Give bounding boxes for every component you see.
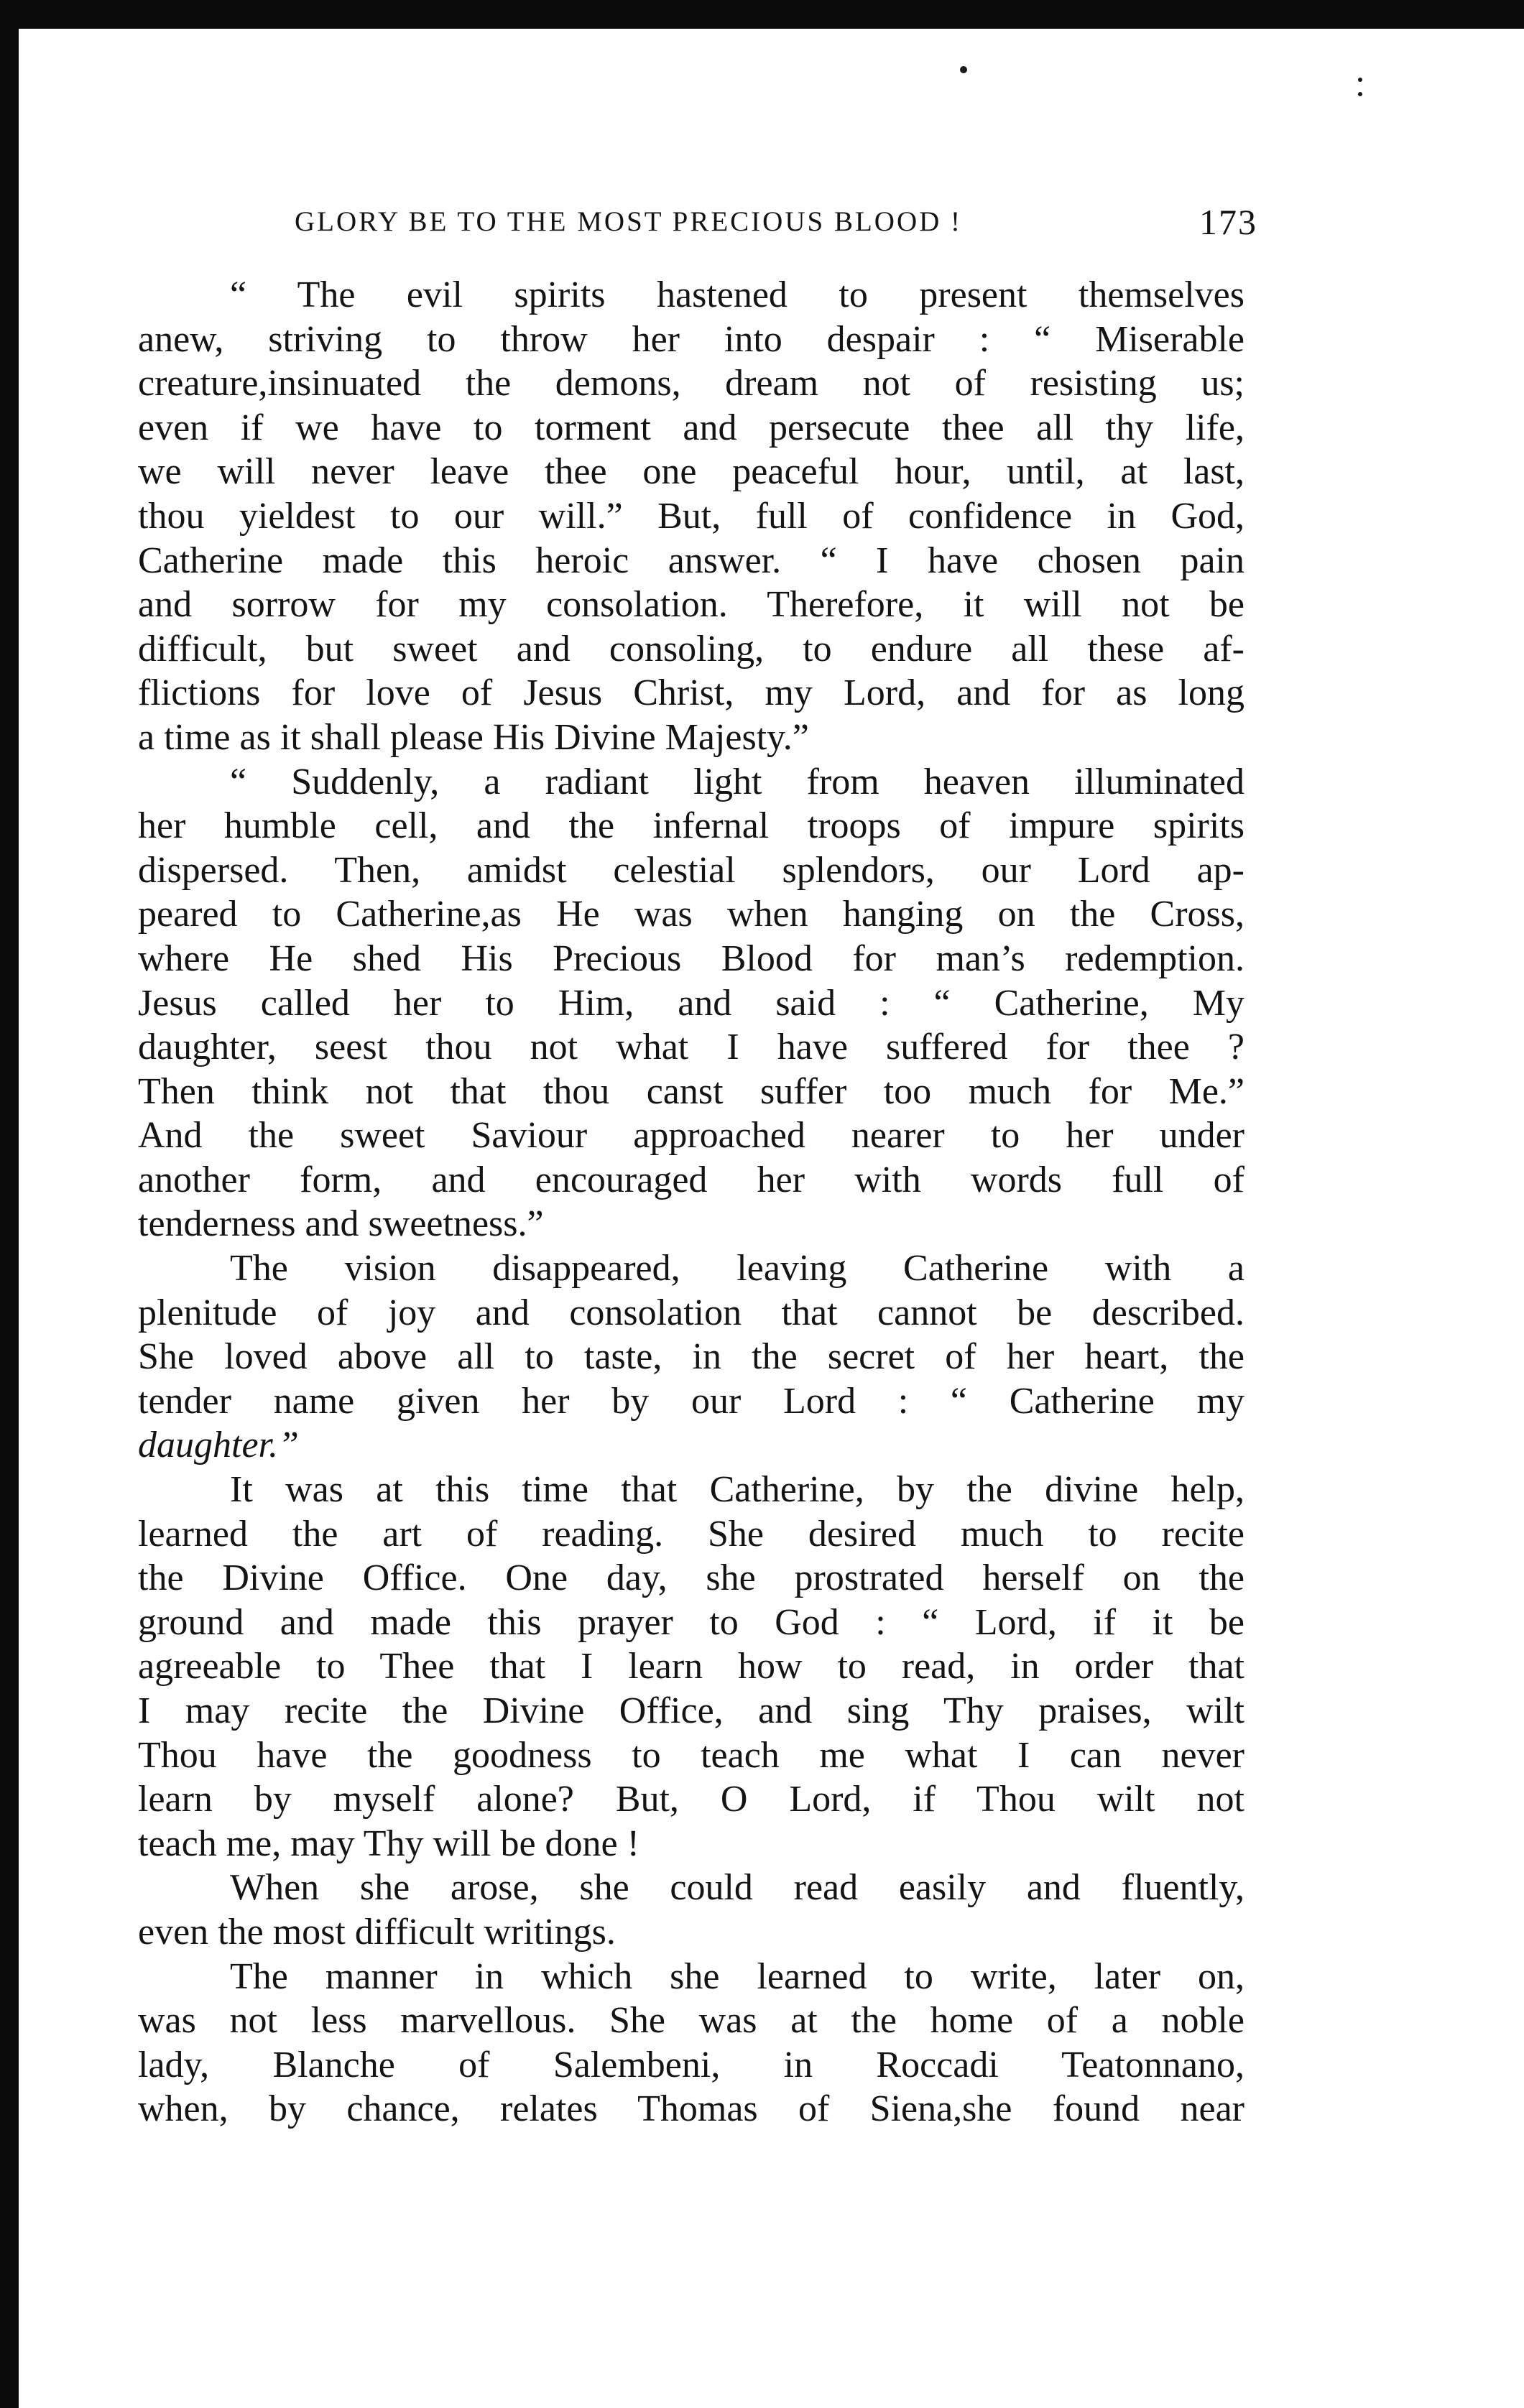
text-line: learned the art of reading. She desired much to recite: [138, 1513, 1244, 1555]
page-number: 173: [1199, 202, 1257, 242]
text-line: was not less marvellous. She was at the home of a noble: [138, 2000, 1244, 2042]
text-line: The manner in which she learned to write, later on,: [230, 1955, 1244, 1997]
text-line: ground and made this prayer to God : “ Lord, if it be: [138, 1601, 1244, 1643]
text-line: anew, striving to throw her into despair : “ Miserable: [138, 318, 1244, 360]
page-header: [295, 202, 1257, 249]
text-line: another form, and encouraged her with words full of: [138, 1159, 1244, 1200]
text-line: flictions for love of Jesus Christ, my Lord, and for as long: [138, 672, 1244, 714]
body-text: [138, 273, 1244, 2131]
text-line: tender name given her by our Lord : “ Catherine my: [138, 1380, 1244, 1422]
text-line: dispersed. Then, amidst celestial splendors, our Lord ap-: [138, 849, 1244, 891]
text-line: “ The evil spirits hastened to present themselves: [230, 274, 1244, 315]
text-line: when, by chance, relates Thomas of Siena,she found near: [138, 2088, 1244, 2130]
text-line: thou yieldest to our will.” But, full of confidence in God,: [138, 495, 1244, 537]
text-line: agreeable to Thee that I learn how to read, in order that: [138, 1646, 1244, 1687]
scan-speck: [1358, 92, 1362, 96]
scan-border-left: [0, 0, 19, 2408]
text-line: Then think not that thou canst suffer too much for Me.”: [138, 1070, 1244, 1112]
scan-border-top: [0, 0, 1524, 29]
text-line: “ Suddenly, a radiant light from heaven illuminated: [230, 761, 1244, 802]
text-line: It was at this time that Catherine, by the divine help,: [230, 1469, 1244, 1511]
text-line: learn by myself alone? But, O Lord, if Thou wilt not: [138, 1779, 1244, 1820]
text-line: difficult, but sweet and consoling, to endure all these af-: [138, 628, 1244, 670]
text-line: When she arose, she could read easily and fluently,: [230, 1867, 1244, 1909]
text-line: even the most difficult writings.: [138, 1911, 616, 1953]
text-line: The vision disappeared, leaving Catherine with a: [230, 1248, 1244, 1289]
text-line: even if we have to torment and persecute thee all thy life,: [138, 407, 1244, 448]
text-line: teach me, may Thy will be done !: [138, 1823, 639, 1864]
text-line: her humble cell, and the infernal troops of impure spirits: [138, 805, 1244, 847]
text-line: She loved above all to taste, in the secret of her heart, the: [138, 1336, 1244, 1378]
text-line: the Divine Office. One day, she prostrated herself on the: [138, 1557, 1244, 1599]
text-line: creature,insinuated the demons, dream not of resisting us;: [138, 363, 1244, 404]
text-line: peared to Catherine,as He was when hanging on the Cross,: [138, 894, 1244, 935]
text-line: a time as it shall please His Divine Majesty.”: [138, 716, 809, 758]
text-line: And the sweet Saviour approached nearer to her under: [138, 1115, 1244, 1157]
text-line: tenderness and sweetness.”: [138, 1203, 544, 1245]
text-line: lady, Blanche of Salembeni, in Roccadi Teatonnano,: [138, 2044, 1244, 2085]
scan-speck: [1358, 78, 1362, 82]
text-line: plenitude of joy and consolation that cannot be described.: [138, 1292, 1244, 1333]
text-line: Catherine made this heroic answer. “ I have chosen pain: [138, 540, 1244, 581]
text-line: we will never leave thee one peaceful hour, until, at last,: [138, 451, 1244, 493]
scan-speck: [960, 66, 967, 73]
text-line: and sorrow for my consolation. Therefore, it will not be: [138, 584, 1244, 626]
text-line: daughter.”: [138, 1425, 299, 1466]
text-line: Jesus called her to Him, and said : “ Catherine, My: [138, 982, 1244, 1024]
text-line: daughter, seest thou not what I have suffered for thee ?: [138, 1027, 1244, 1068]
text-line: I may recite the Divine Office, and sing Thy praises, wilt: [138, 1690, 1244, 1731]
text-line: Thou have the goodness to teach me what I can never: [138, 1734, 1244, 1776]
running-title: GLORY BE TO THE MOST PRECIOUS BLOOD !: [295, 206, 963, 237]
text-line: where He shed His Precious Blood for man’s redemption.: [138, 937, 1244, 979]
